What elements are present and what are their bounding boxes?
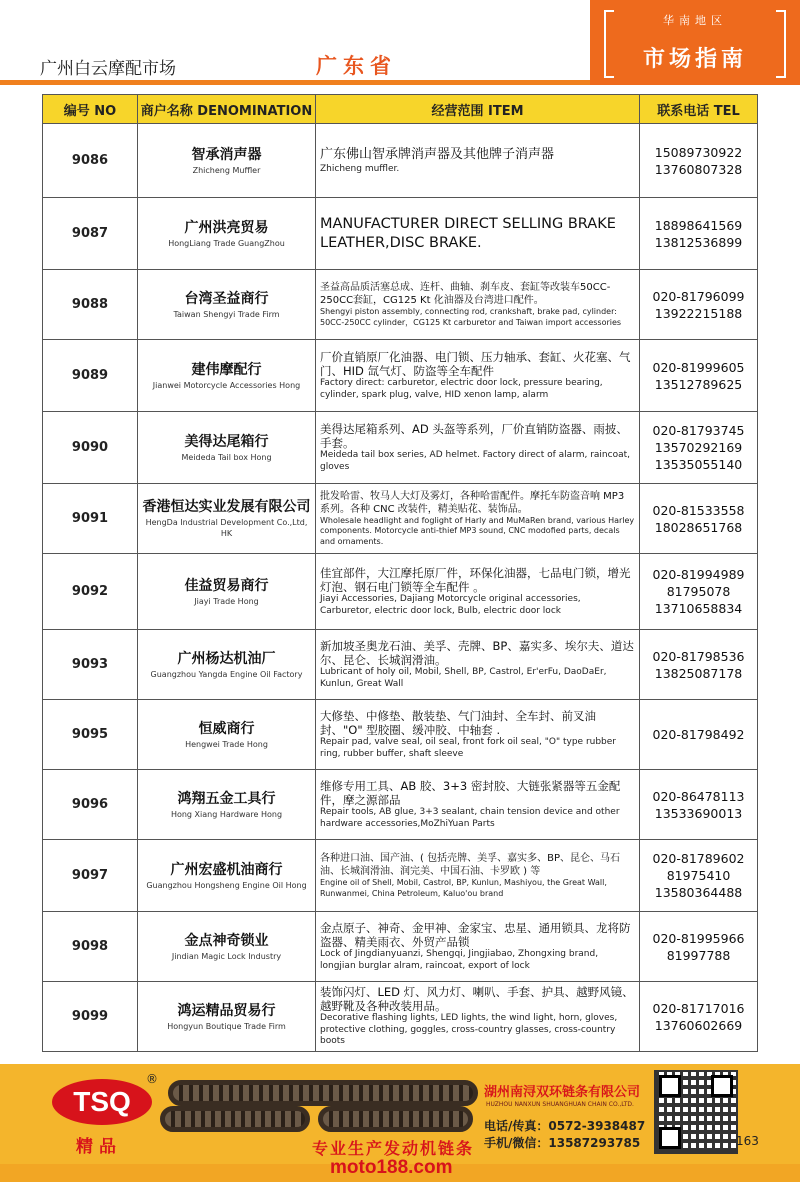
- merchant-name-cn: 广州洪亮贸易: [184, 219, 269, 236]
- table-row: [43, 630, 758, 700]
- merchant-number: 9098: [43, 912, 138, 982]
- phone-number[interactable]: 15089730922: [654, 144, 743, 160]
- phone-number[interactable]: 020-81999605: [652, 359, 745, 375]
- phone-number[interactable]: 020-81995966: [652, 930, 745, 946]
- merchant-name-cell: [138, 270, 316, 340]
- merchant-name-cn: 智承消声器: [191, 146, 262, 163]
- region-label: 华南地区: [663, 14, 727, 27]
- header-item: 经营范围 ITEM: [316, 95, 640, 124]
- phone-cell: [640, 840, 758, 912]
- phone-cell: [640, 982, 758, 1052]
- business-scope-cell: [316, 340, 640, 412]
- phone-cell: [640, 484, 758, 554]
- merchant-name-en: Jiayi Trade Hong: [194, 596, 259, 606]
- merchant-name-en: Jindian Magic Lock Industry: [171, 951, 282, 961]
- market-title: 广州白云摩配市场: [40, 59, 176, 79]
- business-scope-en: Zhicheng muffler.: [320, 164, 400, 175]
- qr-code[interactable]: [654, 1070, 738, 1154]
- table-body: [43, 124, 758, 1052]
- phone-number[interactable]: 18028651768: [654, 519, 743, 535]
- business-scope-cell: [316, 912, 640, 982]
- business-scope-cell: [316, 770, 640, 840]
- phone-cell: [640, 412, 758, 484]
- business-scope-cell: [316, 840, 640, 912]
- table-row: [43, 840, 758, 912]
- chain-image-top: [168, 1080, 478, 1106]
- merchant-name-cell: [138, 412, 316, 484]
- merchant-name-en: Jianwei Motorcycle Accessories Hong: [152, 380, 301, 390]
- business-scope-cn: 新加坡圣奥龙石油、美孚、壳牌、BP、嘉实多、埃尔夫、道达尔、昆仑、长城润滑油。: [320, 639, 634, 667]
- merchant-name-cn: 佳益贸易商行: [184, 577, 269, 594]
- merchant-number: 9092: [43, 554, 138, 630]
- merchant-number: 9096: [43, 770, 138, 840]
- business-scope-cn: 装饰闪灯、LED 灯、风力灯、喇叭、手套、护具、越野风镜、越野靴及各种改装用品。: [320, 985, 634, 1014]
- phone-number[interactable]: 13825087178: [654, 665, 743, 681]
- table-row: [43, 340, 758, 412]
- business-scope-cell: [316, 982, 640, 1052]
- jingpin-label: 精品: [76, 1137, 122, 1157]
- table-row: [43, 270, 758, 340]
- merchant-name-cn: 建伟摩配行: [191, 361, 262, 378]
- merchant-number: 9087: [43, 198, 138, 270]
- merchant-number: 9091: [43, 484, 138, 554]
- qr-corner: [711, 1075, 733, 1097]
- business-scope-cell: [316, 124, 640, 198]
- merchant-name-cell: [138, 770, 316, 840]
- table-row: [43, 124, 758, 198]
- table-row: [43, 982, 758, 1052]
- business-scope-en: Meideda tail box series, AD helmet. Factory direct of alarm, raincoat, gloves: [320, 450, 630, 472]
- table-header-row: [43, 95, 758, 124]
- merchant-name-cn: 鸿运精品贸易行: [177, 1002, 276, 1019]
- merchant-number: 9097: [43, 840, 138, 912]
- business-scope-cn: 圣益高品质活塞总成、连杆、曲轴、刹车皮、套缸等改装车50CC-250CC套缸，CG125 Kt 化油器及台湾进口配件。: [320, 282, 611, 306]
- market-guide-badge: [590, 0, 800, 85]
- phone-cell: [640, 198, 758, 270]
- business-scope-en: Lubricant of holy oil, Mobil, Shell, BP, Castrol, Er'erFu, DaoDaEr, Kunlun, Great Wall: [320, 667, 607, 689]
- page-number: 163: [736, 1134, 759, 1148]
- phone-number[interactable]: 13533690013: [654, 805, 743, 821]
- merchant-name-en: HengDa Industrial Development Co.,Ltd, HK: [145, 518, 308, 538]
- phone-number[interactable]: 13570292169: [654, 440, 743, 455]
- business-scope-cn: 美得达尾箱系列、AD 头盔等系列，厂价直销防盗器、雨披、手套。: [320, 422, 628, 450]
- business-scope-cn: 佳宜部件，大江摩托原厂件，环保化油器，七品电门锁，增光灯泡、钢石电门锁等全车配件 。: [320, 566, 631, 594]
- business-scope-cn: 大修垫、中修垫、散装垫、气门油封、全车封、前叉油封、"O" 型胶圈、缓冲胶、中轴套 .: [320, 709, 596, 737]
- phone-number[interactable]: 020-81793745: [652, 423, 745, 438]
- merchant-number: 9088: [43, 270, 138, 340]
- business-scope-cn: 厂价直销原厂化油器、电门锁、压力轴承、套缸、火花塞、气门、HID 氙气灯、防盗等全车配件: [320, 350, 631, 378]
- merchant-name-cn: 美得达尾箱行: [184, 433, 269, 450]
- table-row: [43, 484, 758, 554]
- phone-cell: [640, 912, 758, 982]
- business-scope-cn: MANUFACTURER DIRECT SELLING BRAKE LEATHER,DISC BRAKE.: [320, 215, 616, 251]
- merchant-name-cell: [138, 554, 316, 630]
- chain-image-left: [160, 1106, 310, 1132]
- tsq-logo: TSQ: [52, 1079, 152, 1125]
- phone-number[interactable]: 020-81994989: [652, 567, 745, 582]
- phone-number[interactable]: 020-86478113: [652, 788, 745, 804]
- phone-number[interactable]: 13760602669: [654, 1017, 743, 1033]
- merchant-name-en: HongLiang Trade GuangZhou: [168, 238, 285, 248]
- merchant-name-en: Taiwan Shengyi Trade Firm: [173, 309, 280, 319]
- business-scope-cn: 维修专用工具、AB 胶、3+3 密封胶、大链张紧器等五金配件，摩之源部品: [320, 779, 621, 807]
- merchant-name-cn: 广州宏盛机油商行: [170, 861, 283, 878]
- qr-corner: [659, 1075, 681, 1097]
- phone-number[interactable]: 13812536899: [654, 234, 743, 250]
- phone-number[interactable]: 020-81798536: [652, 648, 745, 664]
- phone-cell: [640, 700, 758, 770]
- merchant-name-cn: 恒威商行: [198, 720, 255, 737]
- phone-number[interactable]: 81795078: [666, 584, 731, 599]
- company-name: 湖州南浔双环链条有限公司: [484, 1085, 641, 1100]
- company-name-en: HUZHOU NANXUN SHUANGHUAN CHAIN CO.,LTD.: [486, 1101, 634, 1108]
- registered-mark: ®: [146, 1072, 158, 1086]
- table-row: [43, 554, 758, 630]
- merchant-name-cn: 香港恒达实业发展有限公司: [142, 499, 311, 515]
- table-row: [43, 912, 758, 982]
- phone-number[interactable]: 13710658834: [654, 601, 743, 616]
- business-scope-en: Factory direct: carburetor, electric door lock, pressure bearing, cylinder, spark plug, valve, HID xenon lamp, alarm: [320, 378, 603, 400]
- page-header: [0, 0, 800, 88]
- merchant-name-cell: [138, 700, 316, 770]
- phone-number[interactable]: 13580364488: [654, 885, 743, 900]
- phone-number[interactable]: 81975410: [666, 868, 731, 883]
- guide-label: 市场指南: [642, 47, 747, 72]
- business-scope-cell: [316, 270, 640, 340]
- phone-cell: [640, 554, 758, 630]
- merchant-name-en: Guangzhou Hongsheng Engine Oil Hong: [146, 880, 307, 890]
- merchant-name-cn: 金点神奇锁业: [184, 932, 269, 949]
- table-row: [43, 412, 758, 484]
- business-scope-cell: [316, 412, 640, 484]
- table-row: [43, 198, 758, 270]
- company-phone: 电话/传真：0572-3938487: [484, 1119, 646, 1133]
- merchant-name-cell: [138, 840, 316, 912]
- business-scope-en: Shengyi piston assembly, connecting rod, crankshaft, brake pad, cylinder: 50CC-250CC cylinder，CG125 Kt carburetor and Taiwan import accessories: [320, 307, 622, 327]
- merchant-name-cn: 台湾圣益商行: [184, 290, 269, 307]
- business-scope-cn: 金点原子、神奇、金甲神、金家宝、忠星、通用锁具、龙将防盗器、精美雨衣、外贸产品锁: [320, 921, 631, 949]
- phone-number[interactable]: 020-81533558: [652, 502, 745, 518]
- business-scope-en: Engine oil of Shell, Mobil, Castrol, BP, Kunlun, Mashiyou, the Great Wall, Runwanmei, China Petroleum, Kaluo'ou brand: [320, 878, 607, 898]
- phone-number[interactable]: 13512789625: [654, 376, 743, 392]
- business-scope-cn: 各种进口油、国产油、( 包括壳牌、美孚、嘉实多、BP、昆仑、马石油、长城润滑油、润完美、中国石油、卡罗欧 ) 等: [320, 853, 620, 877]
- merchant-name-cell: [138, 630, 316, 700]
- merchant-number: 9095: [43, 700, 138, 770]
- merchant-name-en: Hong Xiang Hardware Hong: [170, 809, 283, 819]
- chain-image-right: [318, 1106, 473, 1132]
- phone-cell: [640, 770, 758, 840]
- merchant-name-cell: [138, 124, 316, 198]
- phone-cell: [640, 630, 758, 700]
- phone-number[interactable]: 13760807328: [654, 161, 743, 177]
- merchant-name-cell: [138, 484, 316, 554]
- business-scope-cell: [316, 700, 640, 770]
- merchant-name-cn: 广州杨达机油厂: [177, 650, 276, 667]
- phone-number[interactable]: 020-81798492: [652, 727, 745, 742]
- merchant-number: 9086: [43, 124, 138, 198]
- phone-number[interactable]: 020-81717016: [652, 1000, 745, 1016]
- phone-number[interactable]: 020-81789602: [652, 851, 745, 866]
- business-scope-en: Jiayi Accessories, Dajiang Motorcycle original accessories, Carburetor, electric door lock, Bulb, electric door lock: [320, 594, 581, 616]
- phone-number[interactable]: 18898641569: [654, 217, 743, 233]
- business-scope-en: Repair tools, AB glue, 3+3 sealant, chain tension device and other hardware accessories,MoZhiYuan Parts: [320, 807, 620, 829]
- phone-number[interactable]: 020-81796099: [652, 288, 745, 304]
- table-row: [43, 770, 758, 840]
- business-scope-cell: [316, 630, 640, 700]
- header-divider: [0, 80, 600, 85]
- qr-corner: [659, 1127, 681, 1149]
- footer-advertisement: [0, 1064, 800, 1182]
- header-no: 编号 NO: [43, 95, 138, 124]
- business-scope-en: Lock of Jingdianyuanzi, Shengqi, Jingjiabao, Zhongxing brand, longjian burglar alram, raincoat, export of lock: [320, 949, 599, 971]
- phone-cell: [640, 124, 758, 198]
- merchant-name-cell: [138, 340, 316, 412]
- business-scope-cn: 批发哈雷、牧马人大灯及雾灯，各种哈雷配件。摩托车防盗音响 MP3 系列。各种 CNC 改装件，精美贴花、装饰品。: [320, 490, 625, 515]
- phone-number[interactable]: 13922215188: [654, 305, 743, 321]
- merchant-number: 9099: [43, 982, 138, 1052]
- ad-slogan: 专业生产发动机链条: [312, 1139, 475, 1158]
- merchant-name-cell: [138, 912, 316, 982]
- merchant-name-en: Zhicheng Muffler: [192, 165, 261, 175]
- merchant-name-cell: [138, 198, 316, 270]
- phone-cell: [640, 270, 758, 340]
- company-mobile: 手机/微信：13587293785: [484, 1136, 641, 1150]
- merchant-name-en: Guangzhou Yangda Engine Oil Factory: [150, 669, 303, 679]
- phone-number[interactable]: 13535055140: [654, 457, 743, 472]
- business-scope-cell: [316, 198, 640, 270]
- phone-number[interactable]: 81997788: [666, 947, 731, 963]
- merchant-name-en: Hongyun Boutique Trade Firm: [167, 1021, 286, 1031]
- business-scope-cell: [316, 554, 640, 630]
- merchant-number: 9090: [43, 412, 138, 484]
- business-scope-cn: 广东佛山智承牌消声器及其他牌子消声器: [320, 147, 555, 163]
- merchant-name-en: Hengwei Trade Hong: [185, 739, 268, 749]
- business-scope-en: Repair pad, valve seal, oil seal, front fork oil seal, "O" type rubber ring, rubber buffer, shaft sleeve: [320, 737, 617, 759]
- merchant-name-cell: [138, 982, 316, 1052]
- phone-cell: [640, 340, 758, 412]
- merchant-number: 9089: [43, 340, 138, 412]
- website-link[interactable]: moto188.com: [330, 1157, 453, 1178]
- table-row: [43, 700, 758, 770]
- header-name: 商户名称 DENOMINATION: [138, 95, 316, 124]
- merchant-table: [42, 94, 758, 1052]
- business-scope-cell: [316, 484, 640, 554]
- merchant-number: 9093: [43, 630, 138, 700]
- business-scope-en: Decorative flashing lights, LED lights, the wind light, horn, gloves, protective clothing, goggles, cross-country glasses, cross-country boots: [320, 1013, 618, 1047]
- merchant-name-en: Meideda Tail box Hong: [181, 452, 272, 462]
- merchant-name-cn: 鸿翔五金工具行: [177, 790, 276, 807]
- header-tel: 联系电话 TEL: [640, 95, 758, 124]
- business-scope-en: Wholesale headlight and foglight of Harly and MuMaRen brand, various Harley components. Motorcycle anti-thief MP3 sound, CNC modofied parts, decals and ornaments.: [320, 515, 635, 546]
- province-title: 广东省: [316, 54, 397, 78]
